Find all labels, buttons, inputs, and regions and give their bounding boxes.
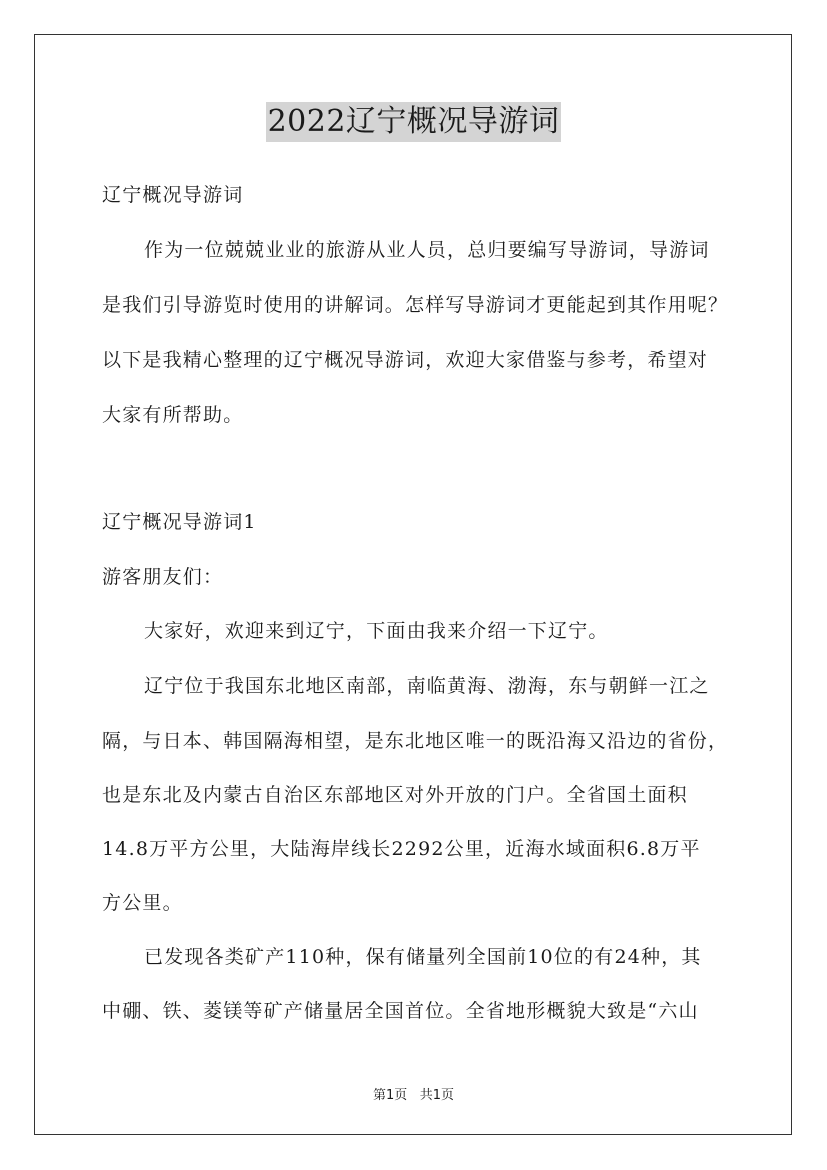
paragraph-line: 大家好，欢迎来到辽宁，下面由我来介绍一下辽宁。 [144,620,609,642]
paragraph-line: 已发现各类矿产110种，保有储量列全国前10位的有24种，其 [144,946,702,968]
section-heading: 辽宁概况导游词1 [102,511,257,533]
paragraph-line: 以下是我精心整理的辽宁概况导游词，欢迎大家借鉴与参考，希望对 [102,349,709,371]
page-total: 共1页 [419,1088,454,1103]
paragraph-line: 方公里。 [102,892,183,914]
section-heading: 辽宁概况导游词 [102,184,244,206]
title-container [0,102,827,142]
paragraph-line: 14.8万平方公里，大陆海岸线长2292公里，近海水域面积6.8万平 [102,838,701,860]
paragraph-line: 也是东北及内蒙古自治区东部地区对外开放的门户。全省国土面积 [102,784,688,806]
paragraph-line: 作为一位兢兢业业的旅游从业人员，总归要编写导游词，导游词 [144,239,710,261]
page-footer [0,1084,827,1103]
document-title: 2022辽宁概况导游词 [266,102,562,142]
greeting-line: 游客朋友们： [102,566,224,588]
paragraph-line: 中硼、铁、菱镁等矿产储量居全国首位。全省地形概貌大致是“六山 [102,1000,699,1022]
page-number: 第1页 [373,1088,408,1103]
paragraph-line: 隔，与日本、韩国隔海相望，是东北地区唯一的既沿海又沿边的省份， [102,730,729,752]
paragraph-line: 大家有所帮助。 [102,404,244,426]
paragraph-line: 辽宁位于我国东北地区南部，南临黄海、渤海，东与朝鲜一江之 [144,675,710,697]
paragraph-line: 是我们引导游览时使用的讲解词。怎样写导游词才更能起到其作用呢？ [102,294,729,316]
